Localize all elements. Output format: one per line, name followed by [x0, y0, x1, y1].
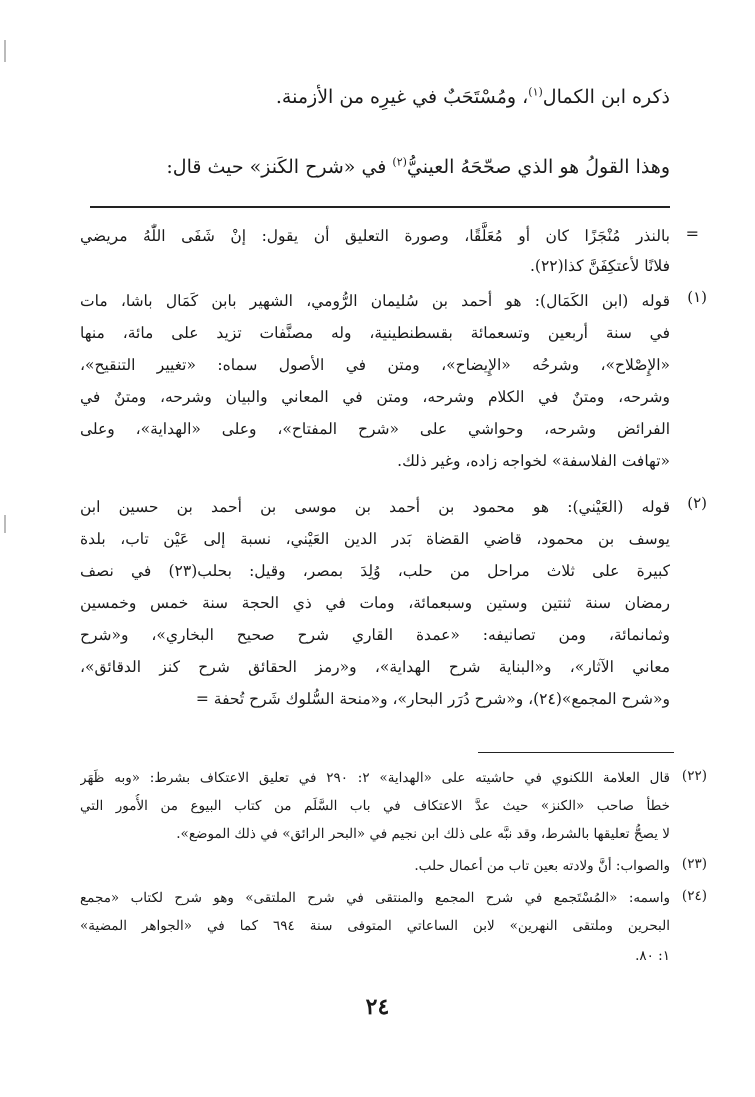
main-text-line-2: وهذا القولُ هو الذي صحّحَهُ العينيُّ$^{(٢)}$ في «شرح الكَنز» حيث قال: — [166, 155, 670, 178]
note-number: (٢) — [687, 494, 707, 512]
footnote-line: واسمه: «المُسْتَجمع في شرح المجمع والمنتقى في شرح الملتقى» وهو شرح لكتاب «مجمع — [80, 890, 670, 906]
note-line: معاني الآثار»، و«البناية شرح الهداية»، و«رمز الحقائق شرح كنز الدقائق»، — [80, 658, 670, 676]
note-line: «الإِصْلاح»، وشرحُه «الإِيضاح»، ومتن في الأصول سماه: «تغيير التنقيح»، — [80, 356, 670, 374]
note-line: فلانًا لأعتكِفَنَّ كذا(٢٢). — [529, 257, 670, 275]
footnote-line: البحرين وملتقى النهرين» لابن الساعاتي المتوفى سنة ٦٩٤ كما في «الجواهر المضية» — [80, 918, 670, 934]
main-text-line-1: ذكره ابن الكمال$^{(١)}$، ومُسْتَحَبٌ في غيرِه من الأزمنة. — [275, 85, 670, 108]
page-number: ٢٤ — [365, 994, 390, 1020]
footnote-line: خطأ صاحب «الكنز» حيث عدَّ الاعتكاف في باب السَّلَم من كتاب البيوع من الأُمور التي — [80, 798, 670, 814]
note-line: يوسف بن محمود، قاضي القضاة بَدر الدين العَيْني، نسبة إلى عَيْن تاب، بلدة — [80, 530, 670, 548]
footnote-line: قال العلامة اللكنوي في حاشيته على «الهداية» ٢: ٢٩٠ في تعليق الاعتكاف بشرط: «وبه ظَهَر — [80, 770, 670, 786]
note-line: الفرائض وشرحه، وحواشي على «شرح المفتاح»، وعلى «الهداية»، وعلى — [80, 420, 670, 438]
footnote-separator — [478, 752, 674, 753]
continuation-mark: = — [685, 224, 699, 243]
note-line: رمضان سنة ثنتين وستين وسبعمائة، ومات في ذي الحجة سنة خمس وخمسين — [80, 594, 670, 612]
note-line: و«شرح المجمع»(٢٤)، و«شرح دُرَر البحار»، و«منحة السُّلوك شَرح تُحفة = — [195, 690, 670, 708]
scan-edge-mark — [4, 40, 6, 62]
note-line: كبيرة على ثلاث مراحل من حلب، وُلِدَ بمصر، وقيل: بحلب(٢٣) في نصف — [80, 562, 670, 580]
note-line: وشرحه، ومتنٌ في الكلام وشرحه، ومتن في المعاني والبيان وشرحه، ومتنٌ في — [80, 388, 670, 406]
note-line: قوله (ابن الكَمَال): هو أحمد بن سُليمان الرُّومي، الشهير بابن كَمَال باشا، مات — [80, 292, 670, 310]
footnote-line: ١: ٨٠. — [635, 948, 670, 964]
scan-edge-mark — [4, 515, 6, 533]
footnote-number: (٢٣) — [681, 856, 707, 872]
footnote-line: والصواب: أنَّ ولادته بعين تاب من أعمال حلب. — [414, 858, 670, 874]
note-line: قوله (العَيْني): هو محمود بن أحمد بن موسى بن أحمد بن حسين ابن — [80, 498, 670, 516]
note-line: في سنة أربعين وتسعمائة بقسطنطينية، وله مصنَّفات تزيد على مائة، منها — [80, 324, 670, 342]
notes-separator — [90, 206, 670, 208]
footnote-number: (٢٢) — [681, 768, 707, 784]
footnote-number: (٢٤) — [681, 888, 707, 904]
note-number: (١) — [687, 288, 707, 306]
footnote-ref[interactable]: (١) — [528, 85, 543, 99]
note-line: وثمانمائة، ومن تصانيفه: «عمدة القاري شرح صحيح البخاري»، و«شرح — [80, 626, 670, 644]
note-line: «تهافت الفلاسفة» لخواجه زاده، وغير ذلك. — [397, 452, 670, 470]
note-line: بالنذر مُنْجَزًا كان أو مُعَلَّقًا، وصورة التعليق أن يقول: إنْ شَفَى اللّٰهُ مريضي — [80, 227, 670, 245]
footnote-line: لا يصحُّ تعليقها بالشرط، وقد نبَّه على ذلك ابن نجيم في «البحر الرائق» في ذلك الموضع». — [176, 826, 670, 842]
footnote-ref[interactable]: (٢) — [392, 155, 407, 169]
